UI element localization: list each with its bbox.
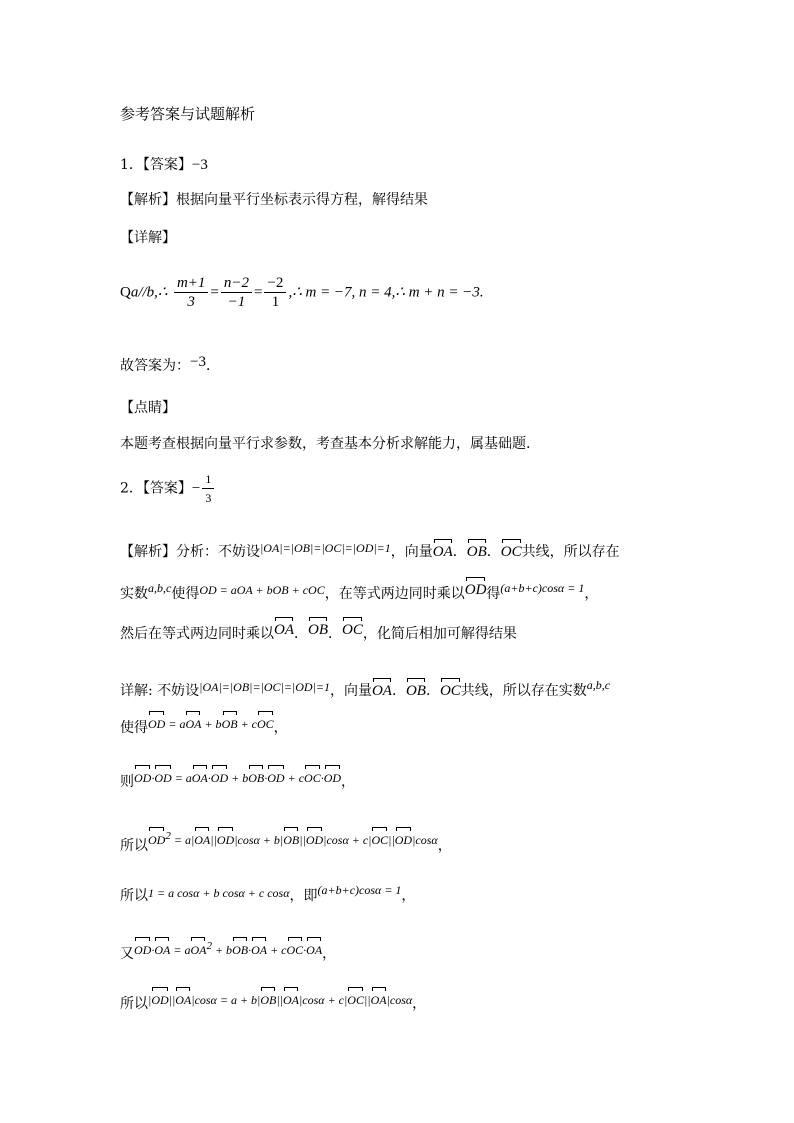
fraction-3: $\frac{-2}{1}$ [264,274,286,311]
q2-detail-line-6: 则OD·OD = aOA·OD + bOB·OD + cOC·OD， [120,768,355,792]
q1-comment-label: 【点睛】 [120,400,176,416]
q1-equation: Qa//b,∴ $\frac{m+1}{3}$ = $\frac{n-2}{-1}$ = $\frac{-2}{1}$ ,∴ m = −7, n = 4,∴ m + n = −3. [120,275,484,310]
q1-analysis: 【解析】根据向量平行坐标表示得方程，解得结果 [120,192,428,208]
q2-head: 2．【答案】 [120,480,192,497]
fraction-2: $\frac{n-2}{-1}$ [221,274,252,311]
q2-detail-line-4: 详解: 不妨设|OA|=|OB|=|OC|=|OD|=1，向量OA．OB．OC共线，所以存在实数a,b,c [120,678,611,699]
q2-detail-line-8: 所以1 = a cosα + b cosα + c cosα，即(a+b+c)cosα = 1， [120,883,416,904]
q2-analysis-line-3: 然后在等式两边同时乘以OA．OB．OC，化简后相加可解得结果 [120,622,517,642]
therefore-symbol: Q [120,284,131,301]
q1-conclusion [120,352,220,376]
conclusion-value: −3 [190,354,206,370]
q2-detail-line-10: 所以|OD||OA|cosα = a + b|OB||OA|cosα + c|OC||OA|cosα， [120,990,426,1014]
q1-detail-label: 【详解】 [120,230,176,246]
q2-answer-line [120,470,216,507]
equation-tail: ,∴ m = −7, n = 4,∴ m + n = −3. [288,284,484,301]
q2-answer-sign: − [191,480,201,497]
q1-head: 1．【答案】 [120,157,192,173]
page-title: 参考答案与试题解析 [120,105,256,123]
q2-analysis-line-2: 实数a,b,c使得OD = aOA + bOB + cOC，在等式两边同时乘以OD得(a+b+c)cosα = 1， [120,581,599,602]
q2-detail-line-5: 使得OD = aOA + bOB + cOC， [120,714,288,738]
decomposition-equation: OD = aOA + bOB + cOC [199,583,325,597]
q2-analysis-line-1: 【解析】分析：不妨设|OA|=|OB|=|OC|=|OD|=1，向量OA．OB．OC共线，所以存在 [120,541,620,560]
parallel-expr: a//b,∴ [130,284,168,301]
conclusion-prefix: 故答案为： [120,358,190,374]
q1-answer: −3 [191,157,208,173]
q2-detail-line-9: 又OD·OA = aOA2 + bOB·OA + cOC·OA， [120,940,337,962]
norm-equation: |OA|=|OB|=|OC|=|OD|=1 [260,541,391,555]
q2-detail-line-7: 所以OD2 = a|OA||OD|cosα + b|OB||OD|cosα + c|OC||OD|cosα， [120,830,452,854]
conclusion-suffix: ． [205,358,220,374]
q2-answer-fraction: $\frac{1}{3}$ [202,470,214,507]
q1-comment: 本题考查根据向量平行求参数，考查基本分析求解能力，属基础题. [120,436,531,452]
fraction-1: $\frac{m+1}{3}$ [174,274,208,311]
q1-answer-line [120,155,208,175]
